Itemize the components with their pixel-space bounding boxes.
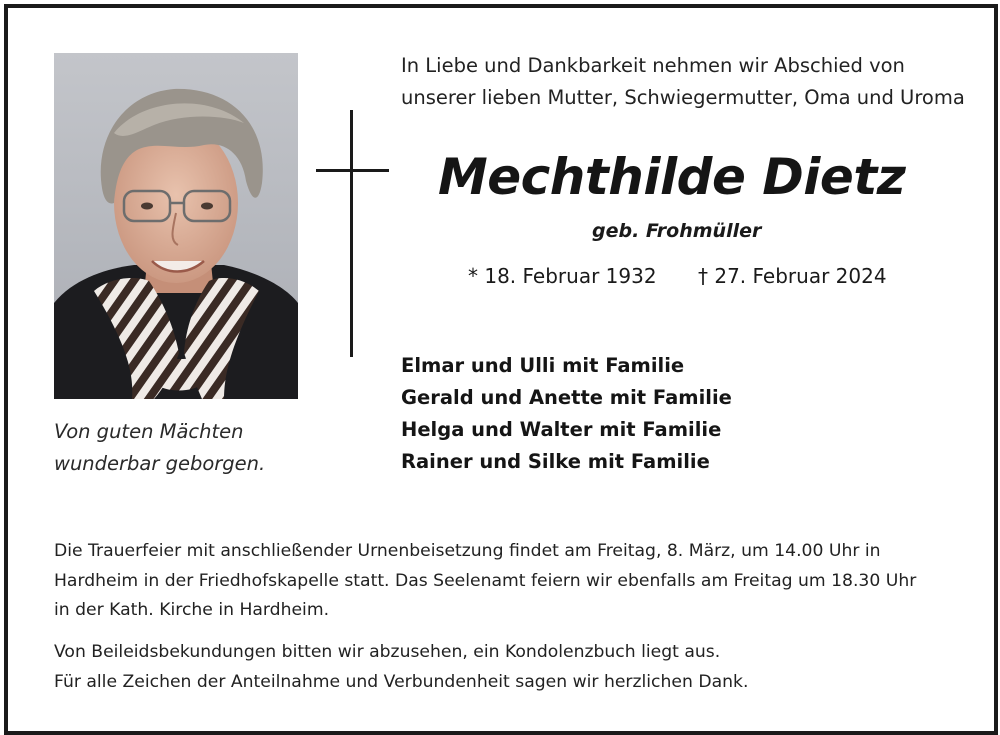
family-member: Gerald und Anette mit Familie (401, 386, 732, 409)
service-line: in der Kath. Kirche in Hardheim. (54, 600, 330, 620)
family-member: Helga und Walter mit Familie (401, 418, 722, 441)
cross-icon-bar (316, 169, 389, 172)
death-date: † 27. Februar 2024 (698, 264, 887, 288)
maiden-name: geb. Frohmüller (592, 220, 762, 242)
motto-quote (54, 416, 265, 480)
family-member: Rainer und Silke mit Familie (401, 450, 710, 473)
motto-line-1: Von guten Mächten (54, 420, 244, 443)
intro-line-1: In Liebe und Dankbarkeit nehmen wir Abschied von (401, 54, 905, 77)
birth-date: * 18. Februar 1932 (468, 264, 657, 288)
service-line: Hardheim in der Friedhofskapelle statt. Das Seelenamt feiern wir ebenfalls am Freitag um 18.30 Uhr (54, 570, 917, 591)
family-member: Elmar und Ulli mit Familie (401, 354, 685, 377)
motto-line-2: wunderbar geborgen. (54, 452, 266, 475)
farewell-intro (401, 50, 965, 114)
family-list (401, 350, 732, 478)
cross-icon (350, 110, 353, 357)
funeral-service-info (54, 537, 916, 626)
deceased-name: Mechthilde Dietz (438, 148, 906, 206)
intro-line-2: unserer lieben Mutter, Schwiegermutter, Oma und Uroma (401, 86, 965, 109)
portrait-image (54, 53, 298, 399)
portrait-photo (54, 53, 298, 399)
note-line: Für alle Zeichen der Anteilnahme und Verbundenheit sagen wir herzlichen Dank. (54, 671, 749, 692)
service-line: Die Trauerfeier mit anschließender Urnenbeisetzung findet am Freitag, 8. März, um 14.00 Uhr in (54, 541, 881, 561)
closing-notes (54, 638, 748, 697)
obituary-card (4, 4, 998, 735)
note-line: Von Beileidsbekundungen bitten wir abzusehen, ein Kondolenzbuch liegt aus. (54, 642, 721, 662)
